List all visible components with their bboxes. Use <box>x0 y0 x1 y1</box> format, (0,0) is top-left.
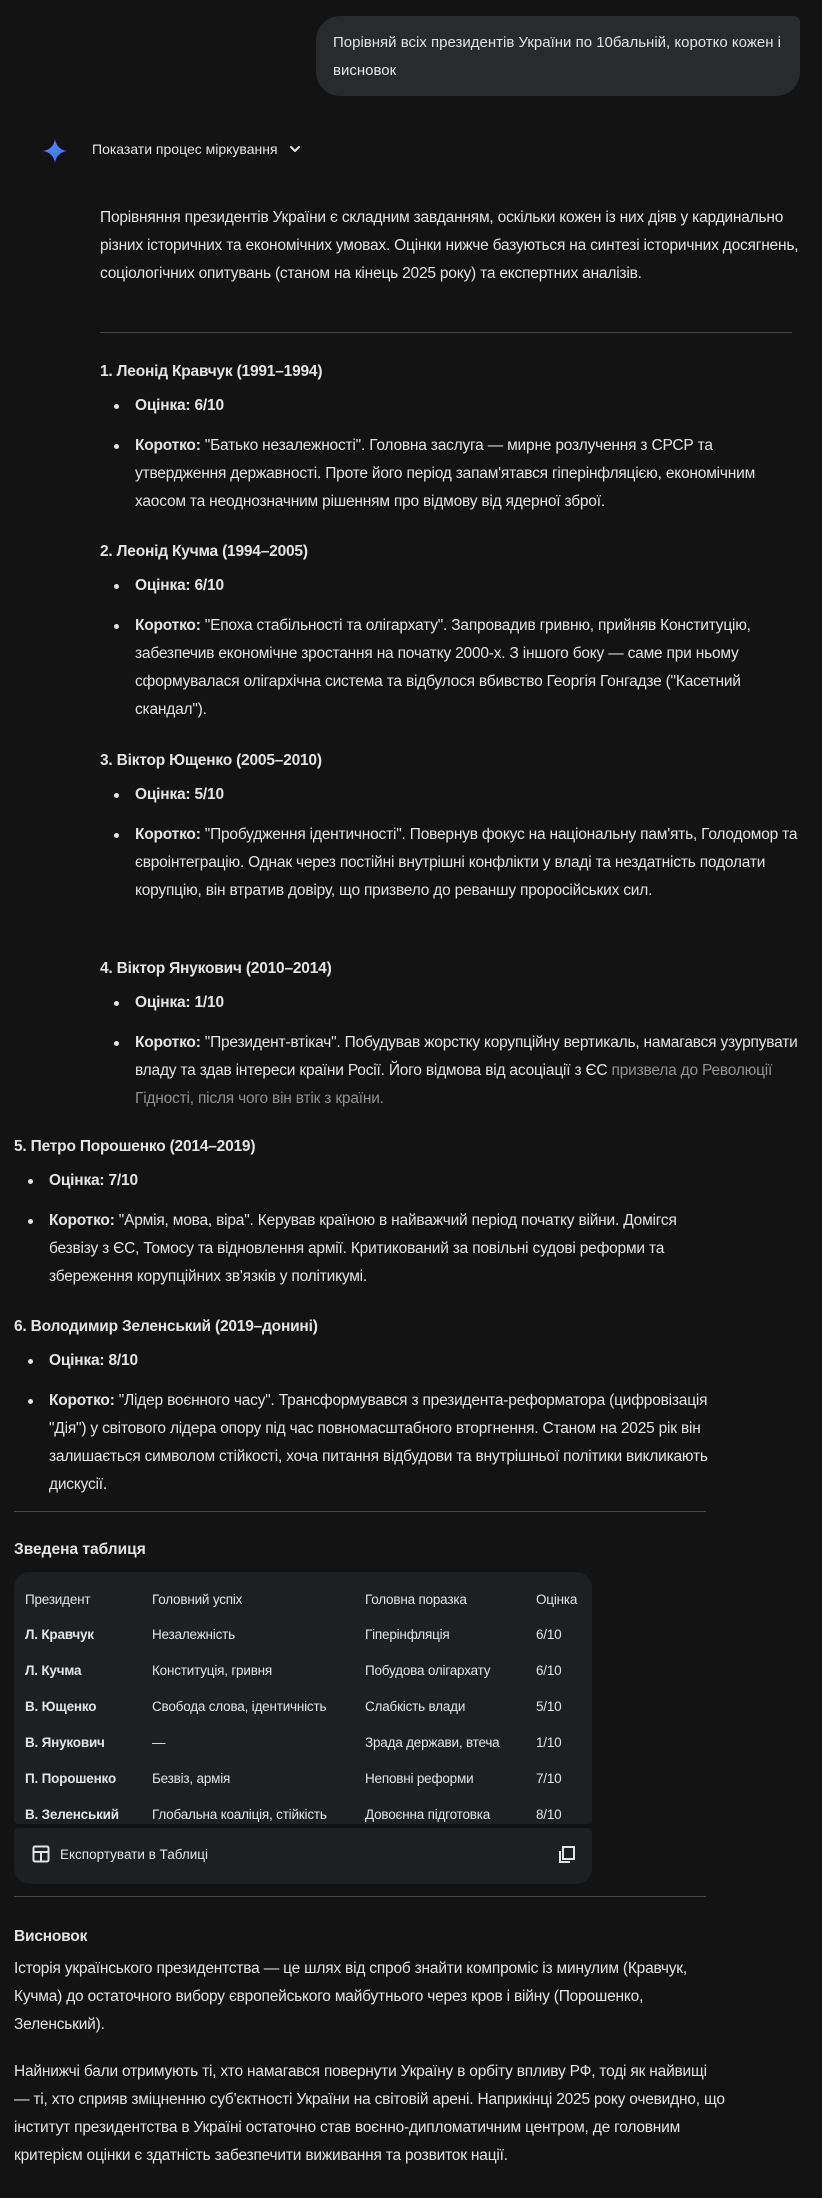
score-item <box>100 781 800 809</box>
president-section-3 <box>100 749 800 905</box>
cell-success: Глобальна коаліція, стійкість <box>152 1806 327 1822</box>
score-label: Оцінка: <box>49 1172 105 1189</box>
export-to-sheets-button[interactable] <box>32 1845 208 1863</box>
cell-president: В. Ющенко <box>25 1698 97 1714</box>
cell-failure: Довоєнна підготовка <box>365 1806 491 1822</box>
president-heading: 2. Леонід Кучма (1994–2005) <box>100 543 308 560</box>
summary-table <box>25 1582 586 1832</box>
president-heading: 3. Віктор Ющенко (2005–2010) <box>100 752 322 769</box>
brief-text: "Пробудження ідентичності". Повернув фокус на національну пам'ять, Голодомор та євроінтеграцію. Однак через постійні внутрішні конфлікти у владі та нездатність подолати корупцію, він втратив довіру, що призвело до реваншу проросійських сил. <box>135 826 798 899</box>
score-item <box>14 1347 714 1375</box>
table-row <box>25 1688 586 1724</box>
summary-table-card <box>14 1572 592 1824</box>
user-message-bubble <box>316 16 800 96</box>
score-value: 1/10 <box>194 994 224 1011</box>
table-row <box>25 1796 586 1832</box>
brief-item <box>100 432 800 516</box>
copy-icon[interactable] <box>556 1844 578 1866</box>
table-actions-bar <box>14 1828 592 1884</box>
chevron-down-icon <box>288 142 302 156</box>
gemini-spark-icon <box>43 139 67 163</box>
score-value: 6/10 <box>194 577 224 594</box>
brief-item <box>100 1029 800 1113</box>
brief-text-faded: призвела до Революції Гідності, після чого він втік з країни. <box>135 1062 773 1107</box>
brief-label: Коротко: <box>135 1034 201 1051</box>
cell-president: Л. Кучма <box>25 1662 82 1678</box>
cell-score: 8/10 <box>536 1806 562 1822</box>
score-label: Оцінка: <box>135 577 191 594</box>
table-header-row <box>25 1582 586 1616</box>
cell-president: В. Зеленський <box>25 1806 119 1822</box>
brief-label: Коротко: <box>49 1392 115 1409</box>
divider <box>14 1511 706 1512</box>
score-label: Оцінка: <box>135 397 191 414</box>
cell-failure: Гіперінфляція <box>365 1626 450 1642</box>
cell-president: П. Порошенко <box>25 1770 116 1786</box>
cell-failure: Побудова олігархату <box>365 1662 491 1678</box>
brief-label: Коротко: <box>135 826 201 843</box>
president-heading: 5. Петро Порошенко (2014–2019) <box>14 1138 256 1155</box>
score-item <box>100 572 800 600</box>
president-heading: 6. Володимир Зеленський (2019–донині) <box>14 1318 318 1335</box>
brief-text: "Батько незалежності". Головна заслуга — мирне розлучення з СРСР та утвердження державності. Проте його період запам'ятався гіперінфляцією, економічним хаосом та неоднозначним рішенням про відмову від ядерної зброї. <box>135 437 756 510</box>
president-section-5 <box>14 1135 714 1291</box>
president-heading: 4. Віктор Янукович (2010–2014) <box>100 960 332 977</box>
table-row <box>25 1760 586 1796</box>
conclusion-paragraph-2: Найнижчі бали отримують ті, хто намагався повернути Україну в орбіту впливу РФ, тоді як найвищі — ті, хто сприяв зміцненню суб'єктності України на світовій арені. Наприкінці 2025 року очевидно, що інститут президентства в Україні остаточно став воєнно-дипломатичним центром, де головним критерієм оцінки є здатність забезпечити виживання та розвиток нації. <box>14 2063 725 2164</box>
cell-president: В. Янукович <box>25 1734 105 1750</box>
column-header: Президент <box>25 1591 91 1607</box>
score-value: 6/10 <box>194 397 224 414</box>
cell-failure: Зрада держави, втеча <box>365 1734 500 1750</box>
score-value: 5/10 <box>194 786 224 803</box>
table-grid-icon <box>32 1845 50 1863</box>
score-value: 8/10 <box>108 1352 138 1369</box>
user-message-text: Порівняй всіх президентів України по 10бальній, коротко кожен і висновок <box>333 34 781 79</box>
conclusion-paragraph-1: Історія українського президентства — це шлях від спроб знайти компроміс із минулим (Кравчук, Кучма) до остаточного вибору європейського майбутнього через кров і війну (Порошенко, Зеленський). <box>14 1960 687 2033</box>
cell-score: 6/10 <box>536 1662 562 1678</box>
cell-president: Л. Кравчук <box>25 1626 94 1642</box>
column-header: Оцінка <box>536 1591 578 1607</box>
cell-success: — <box>152 1734 166 1750</box>
score-item <box>14 1167 714 1195</box>
table-row <box>25 1724 586 1760</box>
cell-score: 5/10 <box>536 1698 562 1714</box>
brief-text: "Армія, мова, віра". Керував країною в найважчий період початку війни. Домігся безвізу з ЄС, Томосу та відновлення армії. Критикований за повільні судові реформи та збереження корупційних зв'язків у політикумі. <box>49 1212 677 1285</box>
president-heading: 1. Леонід Кравчук (1991–1994) <box>100 363 323 380</box>
brief-text: "Епоха стабільності та олігархату". Запровадив гривню, прийняв Конституцію, забезпечив економічне зростання на початку 2000-х. З іншого боку — саме при ньому сформувалася олігархічна система та відбулося вбивство Георгія Гонгадзе ("Касетний скандал"). <box>135 617 751 718</box>
divider <box>14 1896 706 1897</box>
brief-text: "Лідер воєнного часу". Трансформувався з президента-реформатора (цифровізація "Дія") у світового лідера опору під час повномасштабного вторгнення. Станом на 2025 рік він залишається символом стійкості, хоча питання відбудови та внутрішньої політики викликають дискусії. <box>49 1392 708 1493</box>
score-item <box>100 989 800 1017</box>
score-label: Оцінка: <box>49 1352 105 1369</box>
divider <box>100 332 792 333</box>
conclusion-title: Висновок <box>14 1928 88 1945</box>
intro-paragraph: Порівняння президентів України є складним завданням, оскільки кожен із них діяв у кардинально різних історичних та економічних умовах. Оцінки нижче базуються на синтезі історичних досягнень, соціологічних опитувань (станом на кінець 2025 року) та експертних аналізів. <box>100 209 799 282</box>
table-row <box>25 1616 586 1652</box>
cell-failure: Слабкість влади <box>365 1698 466 1714</box>
president-section-1 <box>100 360 800 516</box>
score-label: Оцінка: <box>135 994 191 1011</box>
brief-item <box>14 1387 714 1499</box>
cell-success: Безвіз, армія <box>152 1770 231 1786</box>
cell-score: 6/10 <box>536 1626 562 1642</box>
score-value: 7/10 <box>108 1172 138 1189</box>
cell-score: 1/10 <box>536 1734 562 1750</box>
show-reasoning-label: Показати процес міркування <box>92 141 278 157</box>
president-section-6 <box>14 1315 714 1499</box>
brief-text: "Президент-втікач". Побудував жорстку корупційну вертикаль, намагався узурпувати владу та здав інтереси країни Росії. Його відмова від асоціації з ЄС <box>135 1034 798 1079</box>
show-reasoning-toggle[interactable] <box>92 141 302 157</box>
brief-item <box>14 1207 714 1291</box>
column-header: Головний успіх <box>152 1591 243 1607</box>
column-header: Головна поразка <box>365 1591 467 1607</box>
brief-item <box>100 612 800 724</box>
score-label: Оцінка: <box>135 786 191 803</box>
export-label: Експортувати в Таблиці <box>60 1846 208 1862</box>
score-item <box>100 392 800 420</box>
brief-item <box>100 821 800 905</box>
brief-label: Коротко: <box>135 617 201 634</box>
summary-table-title: Зведена таблиця <box>14 1541 146 1558</box>
cell-success: Незалежність <box>152 1626 235 1642</box>
president-section-4 <box>100 957 800 1113</box>
brief-label: Коротко: <box>135 437 201 454</box>
cell-success: Свобода слова, ідентичність <box>152 1698 327 1714</box>
table-row <box>25 1652 586 1688</box>
president-section-2 <box>100 540 800 724</box>
cell-success: Конституція, гривня <box>152 1662 273 1678</box>
brief-label: Коротко: <box>49 1212 115 1229</box>
cell-failure: Неповні реформи <box>365 1770 474 1786</box>
cell-score: 7/10 <box>536 1770 562 1786</box>
